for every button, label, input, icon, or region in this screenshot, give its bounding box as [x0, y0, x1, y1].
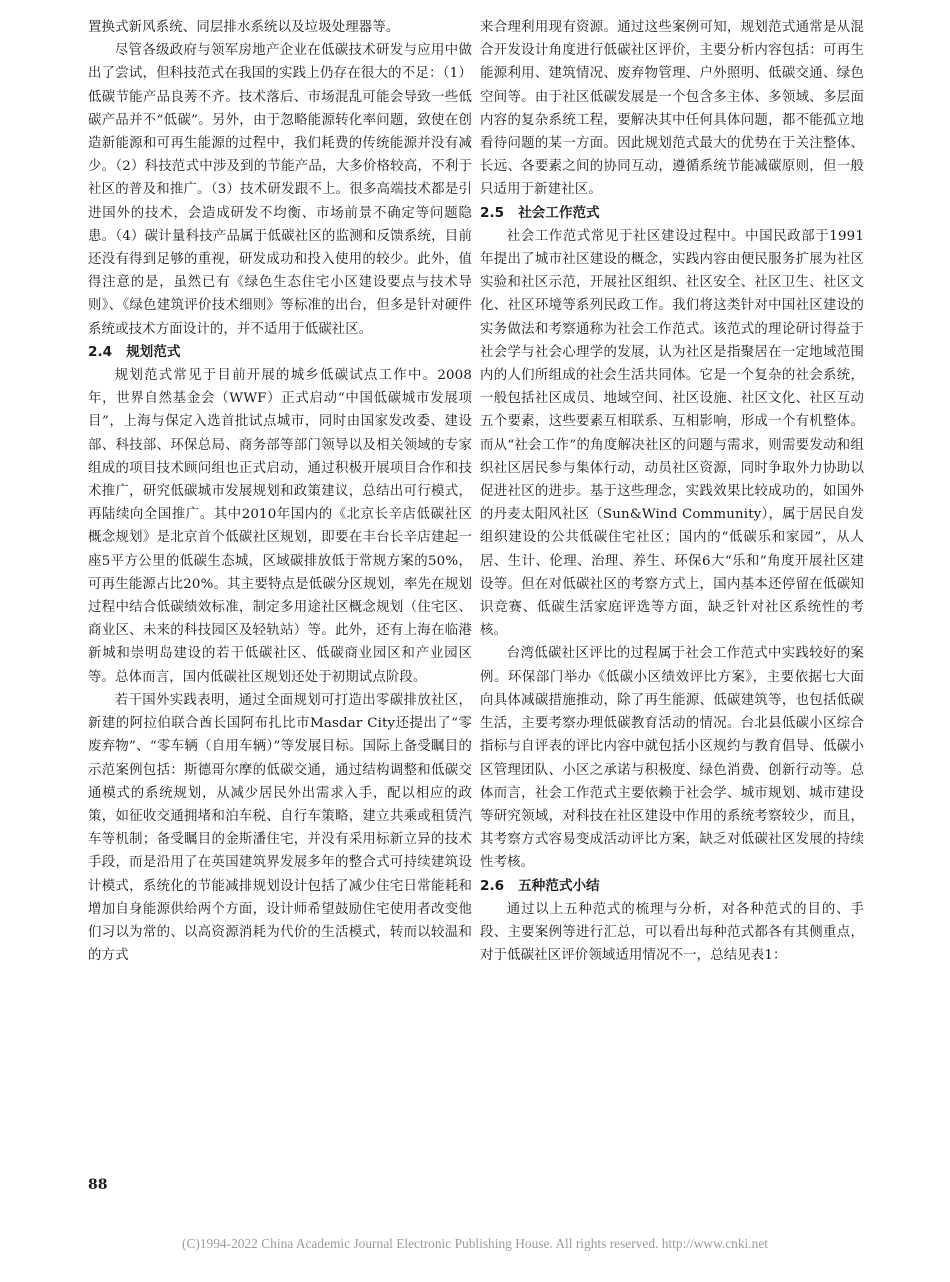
section-heading-2-5 — [480, 202, 864, 225]
paragraph-planning-1: 规划范式常见于目前开展的城乡低碳试点工作中。2008年，世界自然基金会（WWF）正式启动“中国低碳城市发展项目”，上海与保定入选首批试点城市，同时由国家发改委、建设部、科技部、环保总局、商务部等部门领导以及相关领域的专家组成的项目技术顾问组也正式启动，通过积极开展项目合作和技术推广，研究低碳城市发展规划和政策建议，总结出可行模式，再陆续向全国推广。其中2010年国内的《北京长辛店低碳社区概念规划》是北京首个低碳社区规划，即要在丰台长辛店建起一座5平方公里的低碳生态城，区域碳排放低于常规方案的50%，可再生能源占比20%。其主要特点是低碳分区规划，率先在规划过程中结合低碳绩效标准，制定多用途社区概念规划（住宅区、商业区、未来的科技园区及轻轨站）等。此外，还有上海在临港新城和崇明岛建设的若干低碳社区、低碳商业园区和产业园区等。总体而言，国内低碳社区规划还处于初期试点阶段。 — [88, 368, 472, 685]
right-column — [480, 16, 864, 967]
section-heading-2-6 — [480, 875, 864, 898]
left-column — [88, 16, 472, 967]
section-heading-2-4 — [88, 341, 472, 364]
paragraph-planning-2: 若干国外实践表明，通过全面规划可打造出零碳排放社区，新建的阿拉伯联合酋长国阿布扎比市Masdar City还提出了“零废弃物”、“零车辆（自用车辆）”等发展目标。国际上备受瞩目的示范案例包括：斯德哥尔摩的低碳交通，通过结构调整和低碳交通模式的系统规划，从减少居民外出需求入手，配以相应的政策，如征收交通拥堵和泊车税、自行车策略，建立共乘或租赁汽车等机制；备受瞩目的金斯潘住宅，并没有采用标新立异的技术手段，而是沿用了在英国建筑界发展多年的整合式可持续建筑设计模式，系统化的节能减排规划设计包括了减少住宅日常能耗和增加自身能源供给两个方面，设计师希望鼓励住宅使用者改变他们习以为常的、以高资源消耗为代价的生活模式，转而以较温和的方式 — [88, 692, 472, 964]
section-number: 2.4 — [88, 343, 113, 360]
copyright-footer: (C)1994-2022 China Academic Journal Electronic Publishing House. All rights reserved. http://www.cnki.net — [182, 1236, 768, 1251]
paragraph-intro-continuation: 置换式新风系统、同层排水系统以及垃圾处理器等。 — [88, 20, 400, 35]
page-number: 88 — [88, 1177, 108, 1193]
section-number: 2.6 — [480, 877, 505, 894]
section-title: 社会工作范式 — [518, 204, 600, 221]
paragraph-planning-2-continuation: 来合理利用现有资源。通过这些案例可知，规划范式通常是从混合开发设计角度进行低碳社区评价，主要分析内容包括：可再生能源利用、建筑情况、废弃物管理、户外照明、低碳交通、绿色空间等。由于社区低碳发展是一个包含多主体、多领域、多层面内容的复杂系统工程，要解决其中任何具体问题，都不能孤立地看待问题的某一方面。因此规划范式最大的优势在于关注整体、长远、各要素之间的协同互动，遵循系统节能减碳原则，但一般只适用于新建社区。 — [480, 20, 864, 198]
paragraph-shortcomings: 尽管各级政府与领军房地产企业在低碳技术研发与应用中做出了尝试，但科技范式在我国的实践上仍存在很大的不足：（1）低碳节能产品良莠不齐。技术落后、市场混乱可能会导致一些低碳产品并不“低碳”。另外，由于忽略能源转化率问题，致使在创造新能源和可再生能源的过程中，我们耗费的传统能源并没有减少。（2）科技范式中涉及到的节能产品，大多价格较高，不利于社区的普及和推广。（3）技术研发跟不上。很多高端技术都是引进国外的技术，会造成研发不均衡、市场前景不确定等问题隐患。（4）碳计量科技产品属于低碳社区的监测和反馈系统，目前还没有得到足够的重视，研发成功和投入使用的较少。此外，值得注意的是，虽然已有《绿色生态住宅小区建设要点与技术导则》、《绿色建筑评价技术细则》等标准的出台，但多是针对硬件系统或技术方面设计的，并不适用于低碳社区。 — [88, 43, 472, 337]
paragraph-social-2: 台湾低碳社区评比的过程属于社会工作范式中实践较好的案例。环保部门举办《低碳小区绩效评比方案》，主要依据七大面向具体减碳措施推动，除了再生能源、低碳建筑等，也包括低碳生活，主要考察办理低碳教育活动的情况。台北县低碳小区综合指标与自评表的评比内容中就包括小区规约与教育倡导、低碳小区管理团队、小区之承诺与积极度、绿色消费、创新行动等。总体而言，社会工作范式主要依赖于社会学、城市规划、城市建设等研究领域，对科技在社区建设中作用的系统考察较少，而且，其考察方式容易变成活动评比方案，缺乏对低碳社区发展的持续性考核。 — [480, 646, 864, 871]
section-title: 五种范式小结 — [518, 877, 600, 894]
section-title: 规划范式 — [126, 343, 181, 360]
paragraph-summary: 通过以上五种范式的梳理与分析，对各种范式的目的、手段、主要案例等进行汇总，可以看出每种范式都各有其侧重点，对于低碳社区评价领域适用情况不一，总结见表1： — [480, 901, 864, 964]
paragraph-social-1: 社会工作范式常见于社区建设过程中。中国民政部于1991年提出了城市社区建设的概念，实践内容由便民服务扩展为社区实验和社区示范，开展社区组织、社区安全、社区卫生、社区文化、社区环境等系列民政工作。我们将这类针对中国社区建设的实务做法和考察通称为社会工作范式。该范式的理论研讨得益于社会学与社会心理学的发展，认为社区是指聚居在一定地域范围内的人们所组成的社会生活共同体。它是一个复杂的社会系统，一般包括社区成员、地域空间、社区设施、社区文化、社区互动五个要素，这些要素互相联系、互相影响，形成一个有机整体。而从“社会工作”的角度解决社区的问题与需求，则需要发动和组织社区居民参与集体行动，动员社区资源，同时争取外力协助以促进社区的进步。基于这些理念，实践效果比较成功的，如国外的丹麦太阳风社区（Sun&Wind Community），属于居民自发组织建设的公共低碳住宅社区；国内的“低碳乐和家园”，从人居、生计、伦理、治理、养生、环保6大“乐和”角度开展社区建设等。但在对低碳社区的考察方式上，国内基本还停留在低碳知识竞赛、低碳生活家庭评选等方面，缺乏针对社区系统性的考核。 — [480, 228, 864, 639]
section-number: 2.5 — [480, 204, 505, 221]
